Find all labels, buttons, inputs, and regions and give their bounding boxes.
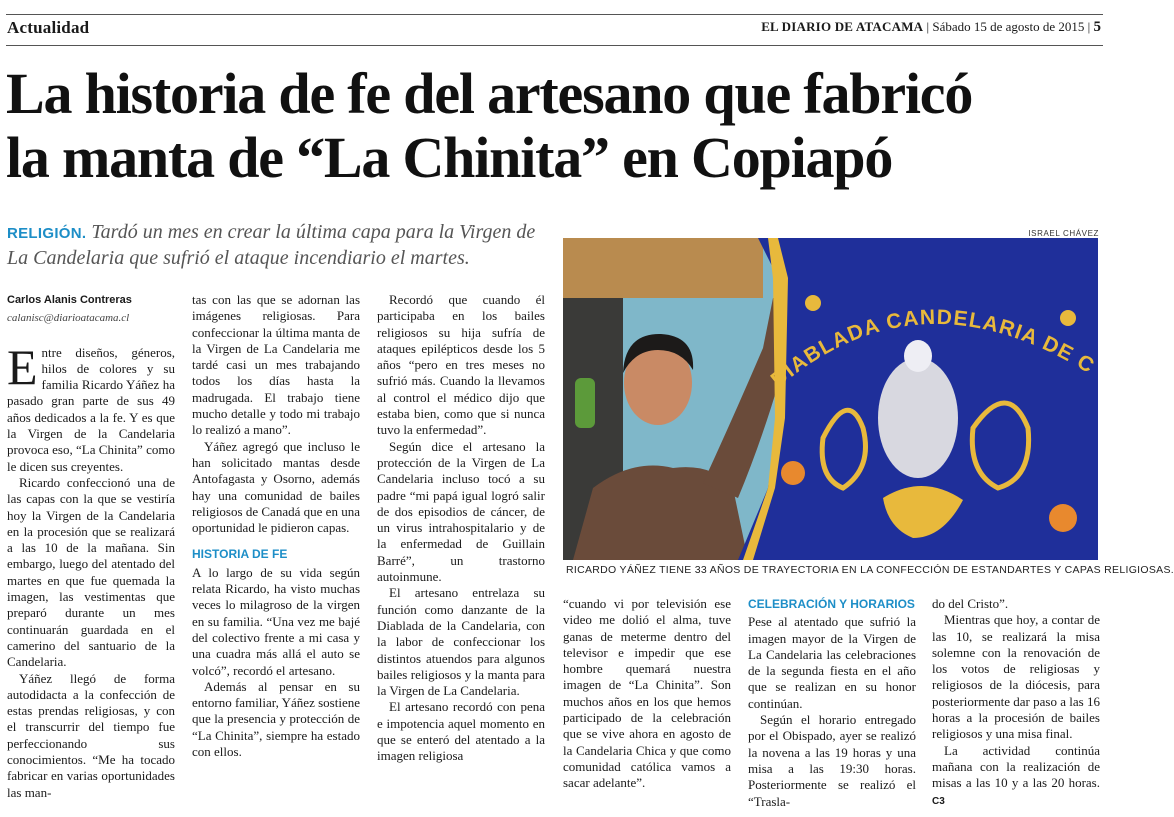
paragraph: tas con las que se adornan las imágenes religiosas. Para confeccionar la última manta de la Virgen de La Candelaria me tardé casi un mes trabajando todos los días hasta la madrugada. El trabajo tiene mucho detalle y todo mi trabajo lo realizó a mano”. bbox=[192, 292, 360, 438]
photo-illustration bbox=[563, 238, 1098, 560]
shelf bbox=[563, 238, 763, 298]
paragraph: Ricardo confeccionó una de las capas con la que se vestiría hoy la Virgen de la Candelaria en la procesión que se realizará a las 10 de la mañana. Sin embargo, luego del atentado del martes en que fue quemada la imagen, las vestimentas que preparó durante un mes continuarán guardada en el camerino del santuario de la Candelaria. bbox=[7, 474, 175, 670]
article-column-4 bbox=[563, 596, 731, 792]
deck bbox=[7, 220, 552, 270]
flower-left bbox=[781, 461, 805, 485]
subhead-celebracion: CELEBRACIÓN Y HORARIOS bbox=[748, 597, 915, 611]
paragraph bbox=[932, 743, 1100, 810]
paragraph: do del Cristo”. bbox=[932, 596, 1009, 611]
headline-line-2: la manta de “La Chinita” en Copiapó bbox=[6, 125, 893, 190]
headline bbox=[6, 62, 1096, 190]
bottle bbox=[575, 378, 595, 428]
banner-text-path: DIABLADA CANDELARIA DE C bbox=[766, 305, 1098, 392]
photo-caption: RICARDO YÁÑEZ TIENE 33 AÑOS DE TRAYECTORIA EN LA CONFECCIÓN DE ESTANDARTES Y CAPAS RELIGIOSAS. bbox=[566, 564, 1174, 576]
article-column-5 bbox=[748, 596, 916, 810]
paragraph: Pese al atentado que sufrió la imagen mayor de la Virgen de La Candelaria las celebraciones de la segunda fiesta en el año que se realizan en su honor continúan. bbox=[748, 614, 916, 711]
paragraph: A lo largo de su vida según relata Ricardo, ha visto muchas veces lo milagroso de la virgen en su familia. “Una vez me bajé del colectivo frente a mi casa y una cuadra más allá el auto se volcó”, recordó el artesano. bbox=[192, 564, 360, 678]
paragraph: El artesano entrelaza su función como danzante de la Diablada de la Candelaria, con la labor de confeccionar los distintos atuendos para algunos bailes religiosos y la manta para la Virgen de La Candelaria. bbox=[377, 585, 545, 699]
newspaper-name: EL DIARIO DE ATACAMA bbox=[761, 19, 924, 34]
flower-right bbox=[1049, 504, 1077, 532]
deck-text: Tardó un mes en crear la última capa para la Virgen de La Candelaria que sufrió el ataque incendiario el martes. bbox=[7, 221, 536, 269]
star-left bbox=[805, 295, 821, 311]
paragraph: Yáñez agregó que incluso le han solicitado mantas desde Antofagasta y Osorno, además hay una comunidad de bailes religiosos de Canadá que en una oportunidad le pidieron capas. bbox=[192, 438, 360, 536]
section-label: Actualidad bbox=[7, 18, 90, 37]
paragraph: Mientras que hoy, a contar de las 10, se realizará la misa solemne con la renovación de los votos de religiosas y religiosos de la diócesis, para posteriormente dar paso a las 16 horas a la procesión de bailes religiosos y una misa final. bbox=[932, 612, 1100, 742]
top-rule bbox=[6, 14, 1103, 15]
paragraph: Según el horario entregado por el Obispado, ayer se realizó la novena a las 19 horas y una misa a las 19:30 horas. Posteriormente se realizó el “Trasla- bbox=[748, 712, 916, 809]
paragraph: Según dice el artesano la protección de la Virgen de La Candelaria incluso tocó a su padre “mi papá igual logró salir de dos episodios de cáncer, de un virus intrahospitalario y de la enfermedad de Guillain Barré”, un trastorno autoinmune. bbox=[377, 438, 545, 585]
paragraph bbox=[7, 338, 175, 475]
paragraph: El artesano recordó con pena e impotencia aquel momento en que se enteró del atentado a la imagen religiosa bbox=[377, 699, 545, 764]
article-column-2 bbox=[192, 292, 360, 760]
byline-author: Carlos Alanis Contreras bbox=[7, 294, 132, 306]
virgin-figure bbox=[878, 358, 958, 478]
virgin-head bbox=[904, 340, 932, 372]
photo-credit: ISRAEL CHÁVEZ bbox=[1028, 229, 1099, 238]
star-right bbox=[1060, 310, 1076, 326]
paragraph-text: ntre diseños, géneros, hilos de colores y su familia Ricardo Yáñez ha pasado gran parte de sus 49 años dedicados a la fe. Y es que la Virgen de la Candelaria provoca eso, “La Chinita” como le dicen sus creyentes. bbox=[7, 344, 175, 474]
dropcap: E bbox=[7, 338, 38, 395]
deck-kicker: RELIGIÓN. bbox=[7, 225, 87, 242]
issue-date: Sábado 15 de agosto de 2015 bbox=[932, 19, 1085, 34]
article-column-6 bbox=[932, 596, 1100, 810]
headline-line-1: La historia de fe del artesano que fabricó bbox=[6, 61, 973, 126]
paragraph: “cuando vi por televisión ese video me dolió el alma, tuve ganas de meterme dentro del televisor e impedir que ese hombre quemará nuestra imagen de “La Chinita”. Son muchos años en los que hemos participado de la celebración que se vive ahora en agosto de la Candelaria Chica y que como comunidad católica vamos a sacar adelante”. bbox=[563, 596, 731, 791]
header-rule bbox=[6, 45, 1103, 46]
end-mark: C3 bbox=[932, 795, 945, 807]
paragraph: Yáñez llegó de forma autodidacta a la confección de estas prendas religiosas, y con el transcurrir del tiempo fue perfeccionando sus conocimientos. “Me ha tocado fabricar en varias oportunidades las man- bbox=[7, 670, 175, 800]
article-column-1 bbox=[7, 292, 175, 801]
paragraph: Además al pensar en su entorno familiar, Yáñez sostiene que la presencia y protección de “La Chinita”, siempre ha estado con ellos. bbox=[192, 678, 360, 760]
paragraph: Recordó que cuando él participaba en los bailes religiosos su hija sufría de ataques epilépticos desde los 5 años “pero en tres meses no sufrió más. Cuando la llevamos al control el médico dijo que estaba bien, como que si nunca tuvo la enfermedad”. bbox=[377, 292, 545, 438]
article-column-3 bbox=[377, 292, 545, 765]
masthead: EL DIARIO DE ATACAMA | Sábado 15 de agosto de 2015 | 5 bbox=[761, 19, 1101, 35]
byline-email: calanisc@diarioatacama.cl bbox=[7, 312, 130, 325]
paragraph-text: La actividad continúa mañana con la realización de misas a las 10 y a las 20 horas. bbox=[932, 742, 1100, 791]
subhead-historia: HISTORIA DE FE bbox=[192, 547, 288, 562]
page-number: 5 bbox=[1093, 19, 1101, 35]
article-photo bbox=[563, 238, 1098, 560]
